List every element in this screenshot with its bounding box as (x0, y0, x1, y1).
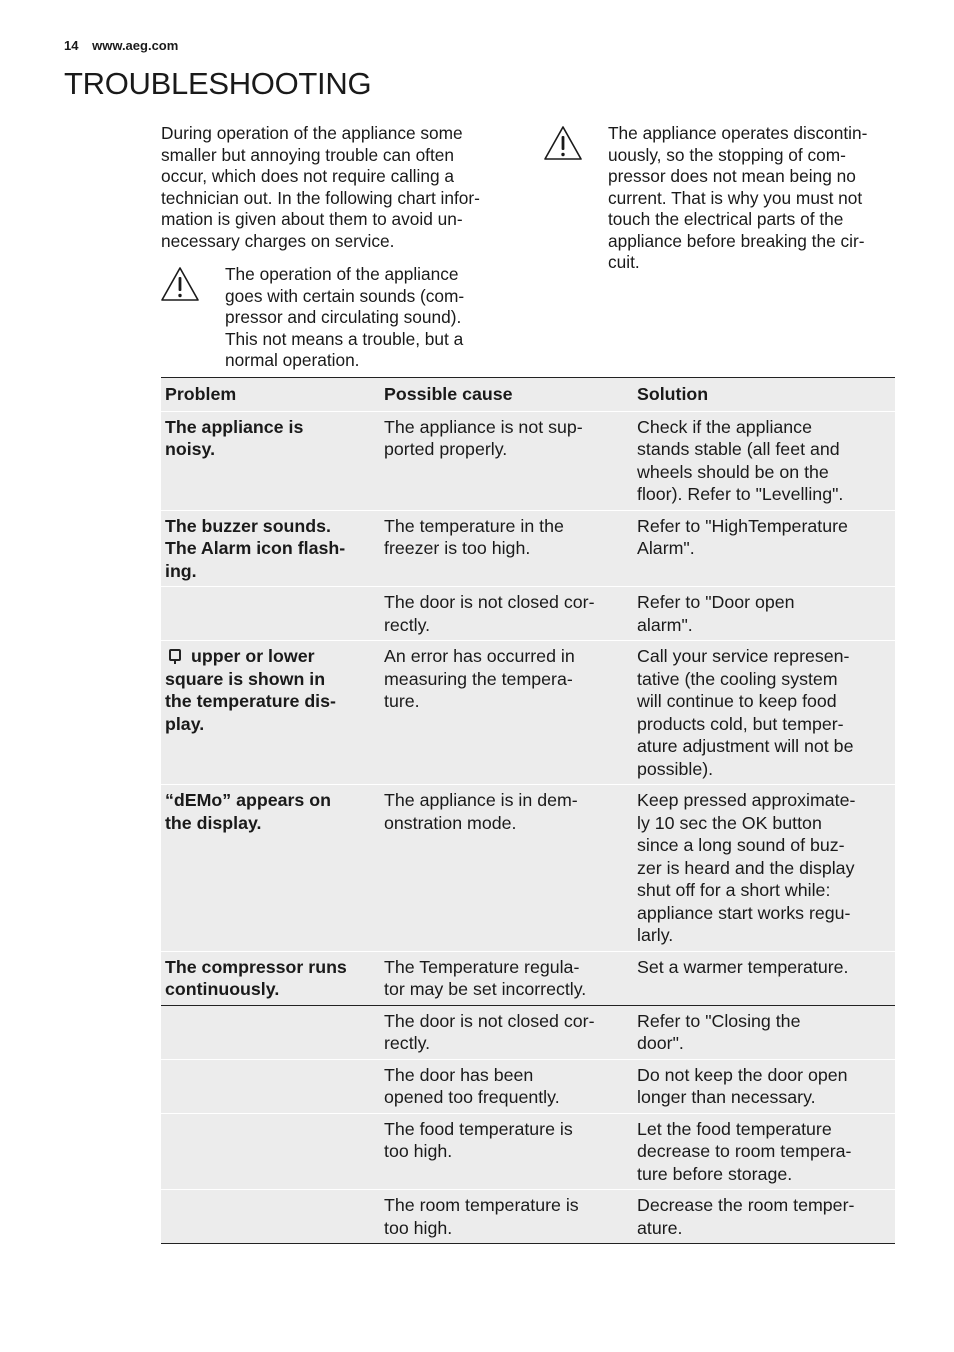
warning-electric-text: The appliance operates discontin- uously, so the stopping of com- pressor does not mean being no current. That is why you must not touch the electrical parts of the appliance before breaking the cir- cuit. (608, 123, 868, 272)
cause-cell: The door is not closed cor- rectly. (380, 587, 633, 641)
problem-cell: The appliance is noisy. (161, 411, 380, 510)
problem-cell: The compressor runs continuously. (161, 951, 380, 1005)
page-title: TROUBLESHOOTING (64, 66, 372, 101)
problem-cell (161, 1190, 380, 1244)
cause-cell: The temperature in the freezer is too high. (380, 510, 633, 587)
solution-cell: Do not keep the door open longer than necessary. (633, 1059, 895, 1113)
solution-cell: Decrease the room temper- ature. (633, 1190, 895, 1244)
warning-sound-text: The operation of the appliance goes with certain sounds (com- pressor and circulating sound). This not means a trouble, but a normal operation. (225, 264, 465, 370)
troubleshooting-table (161, 377, 895, 1244)
table-row (161, 411, 895, 510)
table-header-row (161, 378, 895, 412)
problem-cell (161, 1005, 380, 1059)
header-problem: Problem (161, 378, 380, 412)
table-row (161, 641, 895, 785)
solution-cell: Call your service represen- tative (the cooling system will continue to keep food products cold, but temper- ature adjustment will not be possible). (633, 641, 895, 785)
table-row (161, 951, 895, 1005)
square-display-icon (169, 649, 181, 661)
problem-cell (161, 1113, 380, 1190)
solution-cell: Check if the appliance stands stable (all feet and wheels should be on the floor). Refer to "Levelling". (633, 411, 895, 510)
solution-cell: Set a warmer temperature. (633, 951, 895, 1005)
page-header (64, 38, 178, 53)
solution-cell: Let the food temperature decrease to room tempera- ture before storage. (633, 1113, 895, 1190)
cause-cell: The appliance is in dem- onstration mode. (380, 785, 633, 952)
cause-cell: The door is not closed cor- rectly. (380, 1005, 633, 1059)
table-row (161, 1113, 895, 1190)
solution-cell: Refer to "Door open alarm". (633, 587, 895, 641)
problem-cell: The buzzer sounds. The Alarm icon flash- ing. (161, 510, 380, 587)
warning-triangle-icon (160, 266, 200, 302)
cause-cell: The Temperature regula- tor may be set incorrectly. (380, 951, 633, 1005)
table-row (161, 1190, 895, 1244)
problem-text: upper or lower square is shown in the temperature dis- play. (165, 646, 336, 734)
table-row (161, 1059, 895, 1113)
table-row (161, 510, 895, 587)
table-row (161, 785, 895, 952)
cause-cell: An error has occurred in measuring the tempera- ture. (380, 641, 633, 785)
page-number: 14 (64, 38, 79, 53)
problem-cell (161, 641, 380, 785)
cause-cell: The room temperature is too high. (380, 1190, 633, 1244)
cause-cell: The appliance is not sup- ported properly. (380, 411, 633, 510)
header-possible-cause: Possible cause (380, 378, 633, 412)
table-row (161, 1005, 895, 1059)
problem-cell (161, 587, 380, 641)
problem-cell: “dEMo” appears on the display. (161, 785, 380, 952)
cause-cell: The door has been opened too frequently. (380, 1059, 633, 1113)
table-row (161, 587, 895, 641)
solution-cell: Keep pressed approximate- ly 10 sec the OK button since a long sound of buz- zer is heard and the display shut off for a short while: appliance start works regu- larly. (633, 785, 895, 952)
site-url[interactable]: www.aeg.com (92, 38, 179, 53)
solution-cell: Refer to "HighTemperature Alarm". (633, 510, 895, 587)
cause-cell: The food temperature is too high. (380, 1113, 633, 1190)
problem-cell (161, 1059, 380, 1113)
header-solution: Solution (633, 378, 895, 412)
solution-cell: Refer to "Closing the door". (633, 1005, 895, 1059)
warning-triangle-icon (543, 125, 583, 161)
intro-paragraph: During operation of the appliance some smaller but annoying trouble can often occur, which does not require calling a technician out. In the following chart infor- mation is given about them to avoid un- necessary charges on service. (161, 123, 480, 251)
